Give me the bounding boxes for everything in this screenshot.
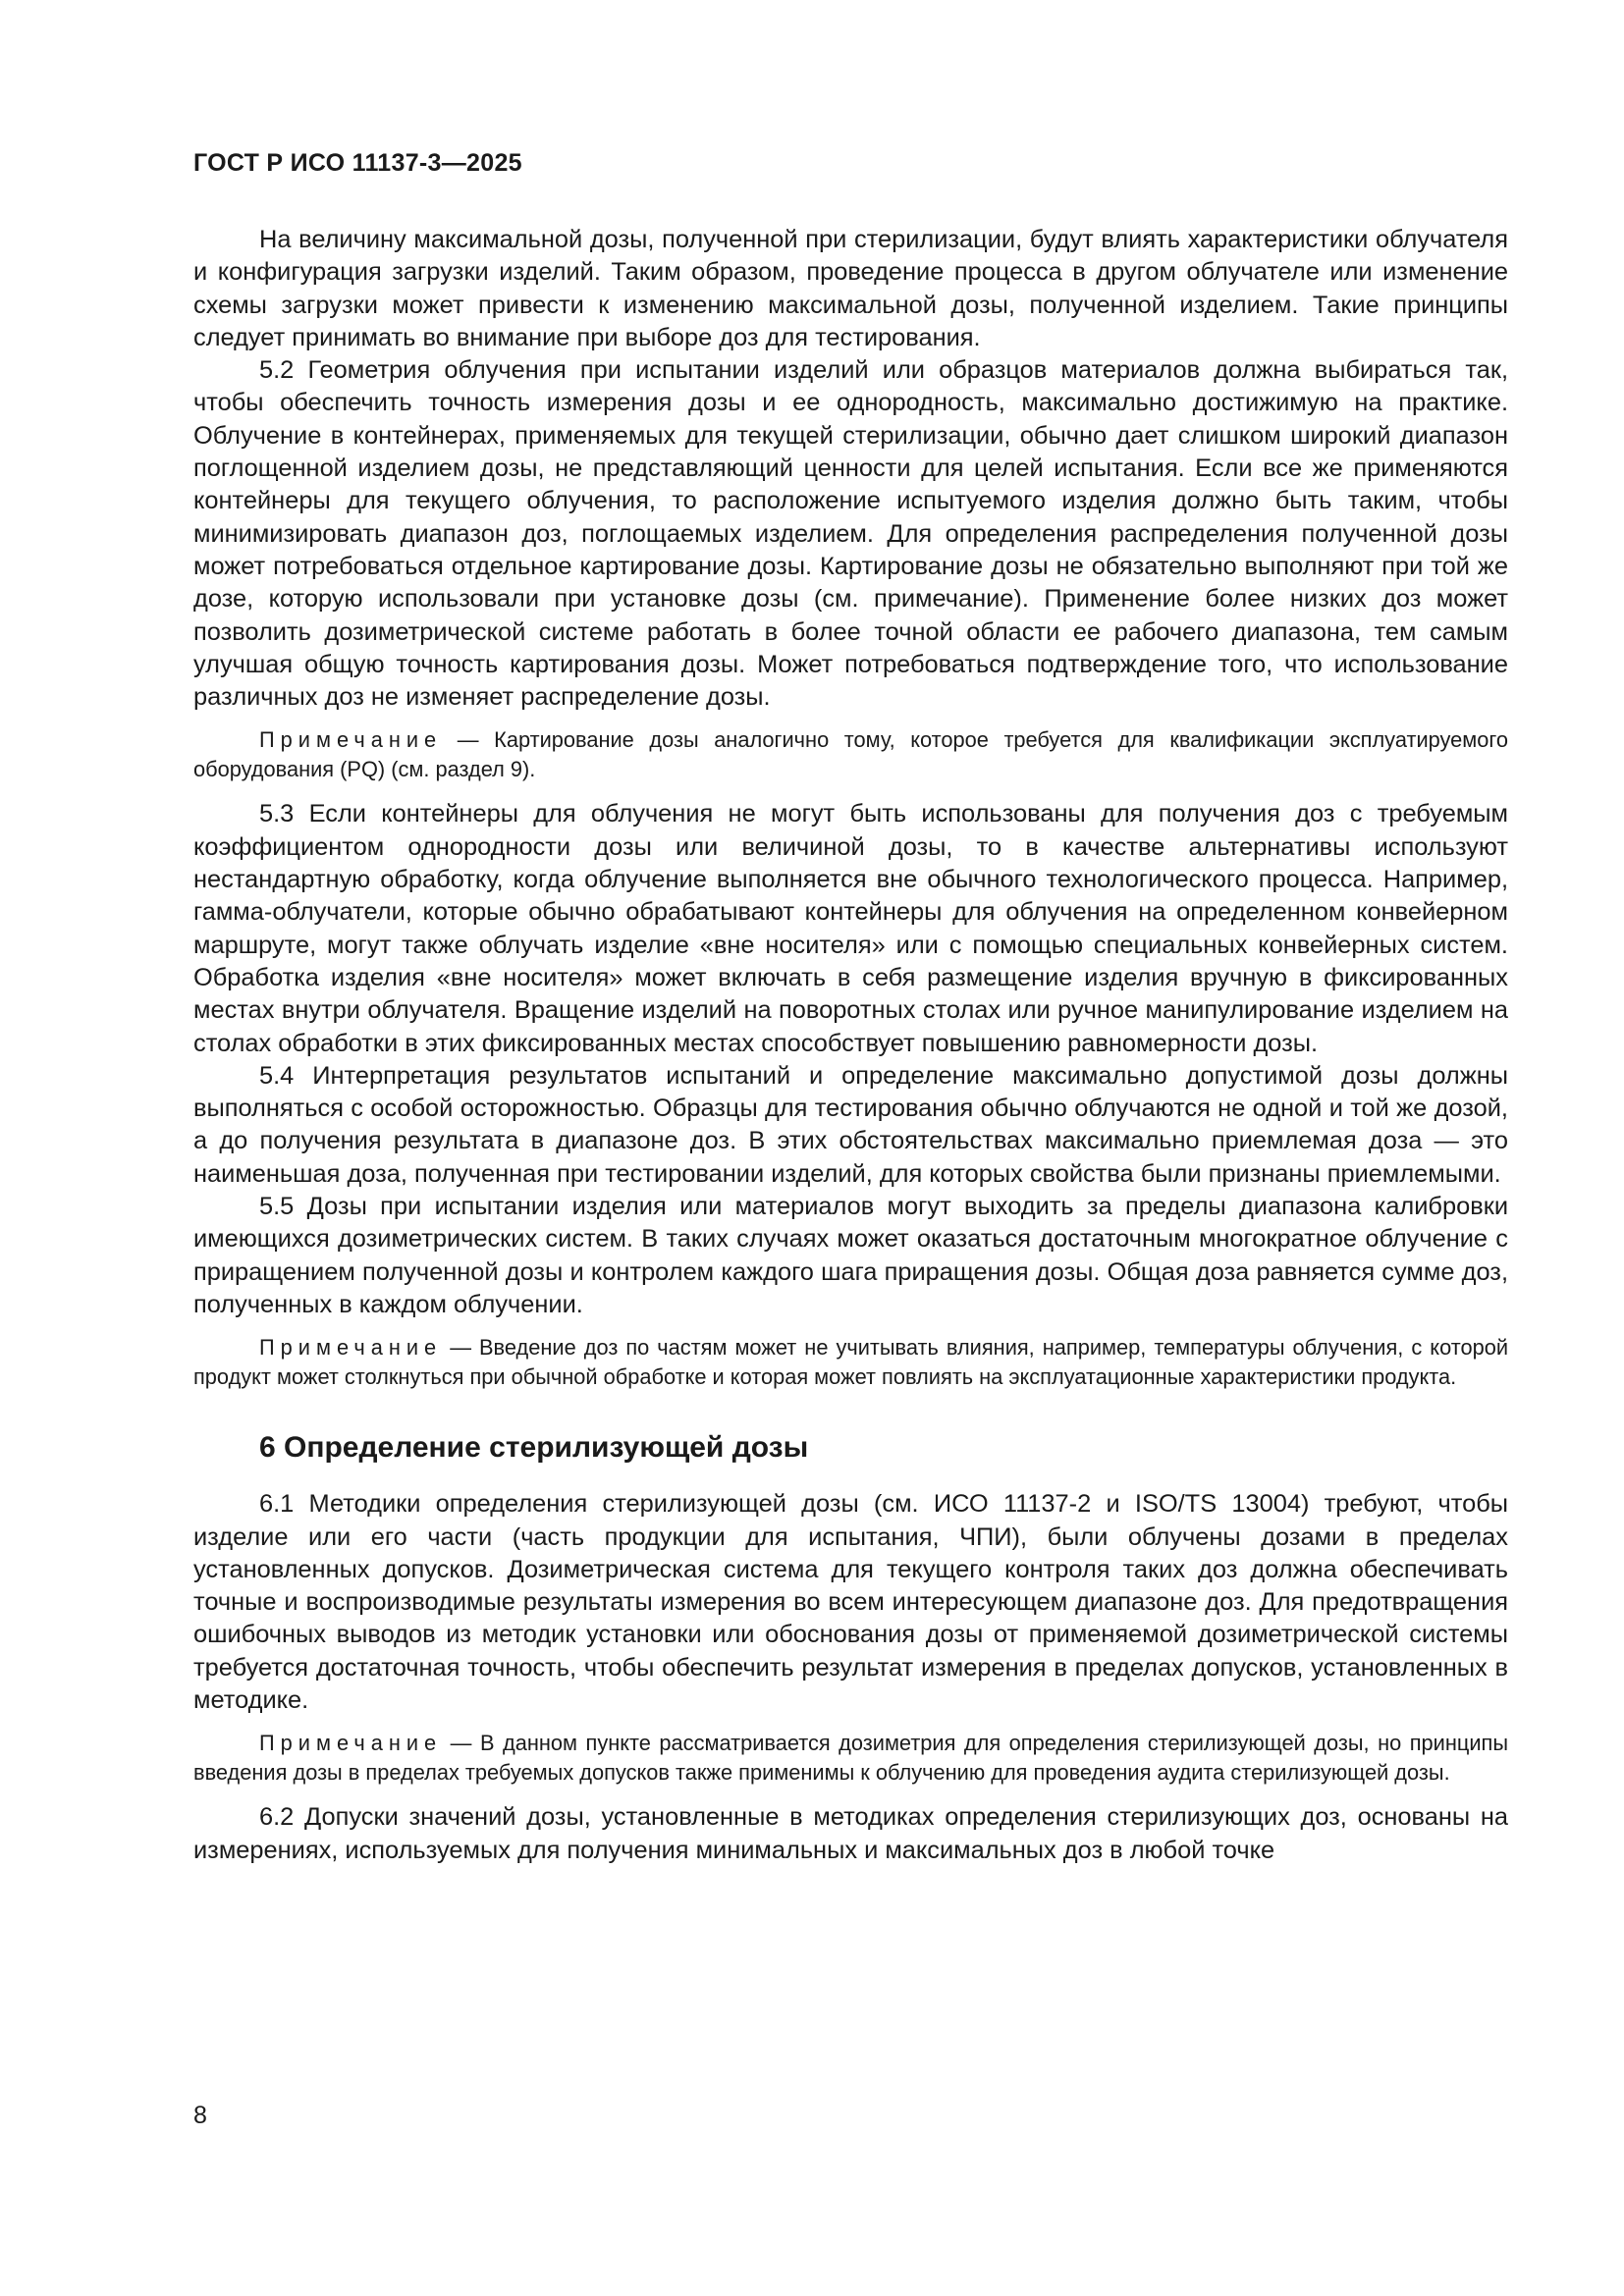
- note-text: — В данном пункте рассматривается дозиметрия для определения стерилизующей дозы, но принципы введения дозы в пределах требуемых допусков также применимы к облучению для проведения аудита стерилизующей дозы.: [193, 1731, 1508, 1786]
- note-5-2: [193, 725, 1508, 784]
- paragraph-intro: На величину максимальной дозы, полученной при стерилизации, будут влиять характеристики облучателя и конфигурация загрузки изделий. Таким образом, проведение процесса в другом облучателе или изменение схемы загрузки может привести к изменению максимальной дозы, полученной изделием. Такие принципы следует принимать во внимание при выборе доз для тестирования.: [193, 226, 1508, 351]
- note-text: — Введение доз по частям может не учитывать влияния, например, температуры облучения, с которой продукт может столкнуться при обычной обработке и которая может повлиять на эксплуатационные характеристики продукта.: [193, 1335, 1508, 1390]
- note-label: Примечание: [259, 727, 443, 753]
- paragraph-5-5: 5.5 Дозы при испытании изделия или материалов могут выходить за пределы диапазона калибровки имеющихся дозиметрических систем. В таких случаях может оказаться достаточным многократное облучение с приращением полученной дозы и контролем каждого шага приращения дозы. Общая доза равняется сумме доз, полученных в каждом облучении.: [193, 1193, 1508, 1318]
- paragraph-5-3: 5.3 Если контейнеры для облучения не могут быть использованы для получения доз с требуемым коэффициентом однородности дозы или величиной дозы, то в качестве альтернативы используют нестандартную обработку, когда облучение выполняется вне обычного технологического процесса. Например, гамма-облучатели, которые обычно обрабатывают контейнеры для облучения на определенном конвейерном маршруте, могут также облучать изделие «вне носителя» или с помощью специальных конвейерных систем. Обработка изделия «вне носителя» может включать в себя размещение изделия вручную в фиксированных местах внутри облучателя. Вращение изделий на поворотных столах или ручное манипулирование изделием на столах обработки в этих фиксированных местах способствует повышению равномерности дозы.: [193, 800, 1508, 1057]
- note-6-1: [193, 1729, 1508, 1788]
- note-5-5: [193, 1333, 1508, 1392]
- note-label: Примечание: [259, 1731, 443, 1756]
- paragraph-6-1: 6.1 Методики определения стерилизующей дозы (см. ИСО 11137-2 и ISO/TS 13004) требуют, чтобы изделие или его части (часть продукции для испытания, ЧПИ), были облучены дозами в пределах установленных допусков. Дозиметрическая система для текущего контроля таких доз должна обеспечивать точные и воспроизводимые результаты измерения во всем интересующем диапазоне доз. Для предотвращения ошибочных выводов из методик установки или обоснования дозы от применяемой дозиметрической системы требуется достаточная точность, чтобы обеспечить результат измерения в пределах допусков, установленных в методике.: [193, 1490, 1508, 1714]
- note-label: Примечание: [259, 1335, 443, 1361]
- document-body: [193, 224, 1508, 1867]
- paragraph-5-2: 5.2 Геометрия облучения при испытании изделий или образцов материалов должна выбираться так, чтобы обеспечить точность измерения дозы и ее однородность, максимально достижимую на практике. Облучение в контейнерах, применяемых для текущей стерилизации, обычно дает слишком широкий диапазон поглощенной изделием дозы, не представляющий ценности для целей испытания. Если все же применяются контейнеры для текущего облучения, то расположение испытуемого изделия должно быть таким, чтобы минимизировать диапазон доз, поглощаемых изделием. Для определения распределения полученной дозы может потребоваться отдельное картирование дозы. Картирование дозы не обязательно выполняют при той же дозе, которую использовали при установке дозы (см. примечание). Применение более низких доз может позволить дозиметрической системе работать в более точной области ее рабочего диапазона, тем самым улучшая общую точность картирования дозы. Может потребоваться подтверждение того, что использование различных доз не изменяет распределение дозы.: [193, 356, 1508, 712]
- page-number: 8: [193, 2102, 207, 2129]
- paragraph-6-2: 6.2 Допуски значений дозы, установленные в методиках определения стерилизующих доз, основаны на измерениях, используемых для получения минимальных и максимальных доз в любой точке: [193, 1803, 1508, 1864]
- paragraph-5-4: 5.4 Интерпретация результатов испытаний и определение максимально допустимой дозы должны выполняться с особой осторожностью. Образцы для тестирования обычно облучаются не одной и той же дозой, а до получения результата в диапазоне доз. В этих обстоятельствах максимально приемлемая доза — это наименьшая доза, полученная при тестировании изделий, для которых свойства были признаны приемлемыми.: [193, 1061, 1508, 1188]
- note-text: — Картирование дозы аналогично тому, которое требуется для квалификации эксплуатируемого оборудования (PQ) (см. раздел 9).: [193, 727, 1508, 782]
- document-code-header: ГОСТ Р ИСО 11137-3—2025: [193, 149, 522, 177]
- section-6-title: 6 Определение стерилизующей дозы: [259, 1431, 809, 1465]
